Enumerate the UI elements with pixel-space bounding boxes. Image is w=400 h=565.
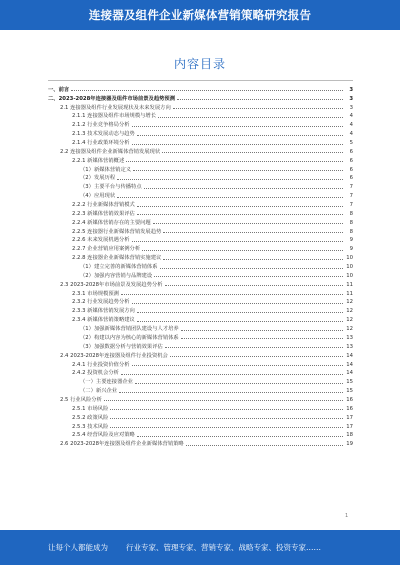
toc-leader-dots bbox=[137, 321, 343, 322]
toc-entry-label: （2）发展历程 bbox=[80, 175, 116, 182]
toc-entry[interactable] bbox=[48, 341, 353, 350]
toc-entry-label: 2.2.4 新媒体营销存在的主要问题 bbox=[72, 219, 151, 226]
toc-leader-dots bbox=[121, 294, 343, 295]
toc-entry-page: 15 bbox=[346, 388, 353, 395]
toc-entry[interactable] bbox=[48, 314, 353, 323]
toc-leader-dots bbox=[132, 365, 343, 366]
toc-entry-label: 2.6 2023-2028年连接器及组件企业新媒体营销策略 bbox=[60, 441, 184, 448]
toc-entry-page: 8 bbox=[349, 228, 353, 235]
toc-leader-dots bbox=[170, 356, 343, 357]
toc-entry-page: 13 bbox=[346, 334, 353, 341]
toc-leader-dots bbox=[135, 383, 343, 384]
toc-entry-label: （2）构建以内容为核心的新媒体营销体系 bbox=[80, 334, 179, 341]
table-of-contents bbox=[48, 84, 353, 447]
toc-entry-label: 2.2.5 连接器行业新媒体营销发展趋势 bbox=[72, 228, 162, 235]
toc-entry-label: （4）应用现状 bbox=[80, 193, 116, 200]
toc-leader-dots bbox=[162, 152, 343, 153]
toc-entry-label: 2.2.3 新媒体营销效果评估 bbox=[72, 210, 135, 217]
toc-entry-page: 10 bbox=[346, 264, 353, 271]
toc-entry-page: 3 bbox=[349, 104, 353, 111]
toc-entry[interactable] bbox=[48, 385, 353, 394]
toc-entry-label: 2.5.1 市场风险 bbox=[72, 405, 109, 412]
toc-entry-label: 一、前言 bbox=[48, 86, 70, 93]
toc-leader-dots bbox=[165, 285, 343, 286]
toc-entry[interactable] bbox=[48, 252, 353, 261]
toc-leader-dots bbox=[132, 303, 343, 304]
toc-entry-label: （1）新媒体营销定义 bbox=[80, 166, 132, 173]
toc-entry-page: 12 bbox=[346, 308, 353, 315]
toc-entry-label: （3）加强数据分析与营销效果评估 bbox=[80, 343, 163, 350]
toc-leader-dots bbox=[137, 206, 343, 207]
toc-entry[interactable] bbox=[48, 305, 353, 314]
toc-entry-page: 4 bbox=[349, 131, 353, 138]
toc-leader-dots bbox=[110, 418, 343, 419]
toc-leader-dots bbox=[117, 179, 343, 180]
toc-leader-dots bbox=[173, 108, 343, 109]
toc-entry-page: 10 bbox=[346, 272, 353, 279]
toc-entry[interactable] bbox=[48, 128, 353, 137]
toc-entry-label: （2）加强内容营销与品牌建设 bbox=[80, 272, 153, 279]
toc-entry-page: 11 bbox=[346, 281, 353, 288]
toc-entry-page: 8 bbox=[349, 219, 353, 226]
toc-entry-label: （3）主要平台与传播特点 bbox=[80, 184, 142, 191]
toc-entry-page: 14 bbox=[346, 361, 353, 368]
toc-entry-page: 18 bbox=[346, 432, 353, 439]
toc-leader-dots bbox=[117, 197, 343, 198]
toc-entry[interactable] bbox=[48, 297, 353, 306]
toc-leader-dots bbox=[137, 214, 343, 215]
toc-entry-label: 2.2 连接器及组件企业新媒体营销发展现状 bbox=[60, 148, 161, 155]
toc-entry-label: （1）加强新媒体营销团队建设与人才培养 bbox=[80, 326, 179, 333]
toc-entry-label: 2.4.2 投资机会分析 bbox=[72, 370, 119, 377]
toc-entry[interactable] bbox=[48, 217, 353, 226]
report-footer-bar bbox=[0, 530, 400, 565]
toc-leader-dots bbox=[132, 144, 343, 145]
toc-leader-dots bbox=[186, 445, 343, 446]
toc-entry[interactable] bbox=[48, 111, 353, 120]
toc-entry[interactable] bbox=[48, 119, 353, 128]
toc-leader-dots bbox=[160, 268, 343, 269]
toc-entry-label: 2.2.7 企业营销应用案例分析 bbox=[72, 246, 141, 253]
footer-tagline: 行业专家、管理专家、营销专家、战略专家、投资专家…… bbox=[126, 543, 321, 552]
toc-entry[interactable] bbox=[48, 243, 353, 252]
toc-entry[interactable] bbox=[48, 102, 353, 111]
toc-entry[interactable] bbox=[48, 403, 353, 412]
toc-leader-dots bbox=[181, 330, 343, 331]
toc-entry-page: 4 bbox=[349, 122, 353, 129]
toc-entry[interactable] bbox=[48, 279, 353, 288]
toc-entry-page: 9 bbox=[349, 246, 353, 253]
toc-entry-page: 17 bbox=[346, 414, 353, 421]
toc-leader-dots bbox=[110, 409, 343, 410]
toc-entry[interactable] bbox=[48, 323, 353, 332]
toc-entry-page: 3 bbox=[349, 95, 353, 102]
toc-leader-dots bbox=[137, 436, 343, 437]
toc-leader-dots bbox=[110, 427, 343, 428]
toc-leader-dots bbox=[163, 232, 343, 233]
toc-entry[interactable] bbox=[48, 332, 353, 341]
toc-entry-page: 11 bbox=[346, 290, 353, 297]
toc-leader-dots bbox=[137, 312, 343, 313]
toc-entry-page: 4 bbox=[349, 113, 353, 120]
toc-entry-page: 6 bbox=[349, 175, 353, 182]
toc-entry[interactable] bbox=[48, 190, 353, 199]
toc-leader-dots bbox=[132, 126, 343, 127]
toc-entry-label: 2.3.2 行业发展趋势分析 bbox=[72, 299, 130, 306]
toc-entry-label: 2.1.1 连接器及组件市场规模与增长 bbox=[72, 113, 157, 120]
toc-entry[interactable] bbox=[48, 226, 353, 235]
toc-leader-dots bbox=[133, 170, 343, 171]
toc-entry-label: 2.3.1 市场规模预测 bbox=[72, 290, 119, 297]
toc-entry-label: 二、2023-2028年连接器及组件市场前景及趋势预测 bbox=[48, 95, 176, 102]
toc-entry-label: 2.3.4 新媒体营销策略建议 bbox=[72, 317, 135, 324]
toc-entry-page: 14 bbox=[346, 352, 353, 359]
toc-divider bbox=[48, 80, 353, 81]
toc-entry[interactable] bbox=[48, 173, 353, 182]
toc-leader-dots bbox=[126, 161, 343, 162]
toc-entry-page: 14 bbox=[346, 370, 353, 377]
toc-entry[interactable] bbox=[48, 199, 353, 208]
toc-leader-dots bbox=[181, 338, 343, 339]
toc-entry[interactable] bbox=[48, 164, 353, 173]
toc-entry-label: 2.3 2023-2028年市场前景及发展趋势分析 bbox=[60, 281, 163, 288]
toc-entry-page: 3 bbox=[349, 86, 353, 93]
report-title: 连接器及组件企业新媒体营销策略研究报告 bbox=[88, 8, 312, 22]
toc-entry[interactable] bbox=[48, 438, 353, 447]
toc-entry-label: 2.4 2023-2028年连接器及组件行业投资机会 bbox=[60, 352, 168, 359]
toc-entry-page: 12 bbox=[346, 326, 353, 333]
toc-entry-label: 2.2.2 行业新媒体营销模式 bbox=[72, 202, 135, 209]
toc-entry[interactable] bbox=[48, 155, 353, 164]
toc-entry-label: 2.1.3 技术发展动态与趋势 bbox=[72, 131, 135, 138]
toc-entry-label: 2.4.1 行业投资价值分析 bbox=[72, 361, 130, 368]
toc-entry-label: 2.2.8 连接器企业新媒体营销实施建议 bbox=[72, 255, 162, 262]
toc-entry-page: 10 bbox=[346, 255, 353, 262]
toc-leader-dots bbox=[119, 392, 343, 393]
toc-entry-label: （二）新兴企业 bbox=[80, 388, 118, 395]
toc-leader-dots bbox=[142, 250, 343, 251]
toc-entry-page: 8 bbox=[349, 210, 353, 217]
footer-slogan: 让每个人都能成为 bbox=[48, 543, 108, 552]
toc-leader-dots bbox=[71, 90, 343, 91]
toc-leader-dots bbox=[121, 374, 343, 375]
toc-entry-label: 2.1.4 行业政策环境分析 bbox=[72, 140, 130, 147]
toc-leader-dots bbox=[144, 188, 343, 189]
toc-entry[interactable] bbox=[48, 93, 353, 102]
toc-entry-page: 6 bbox=[349, 157, 353, 164]
toc-leader-dots bbox=[163, 259, 343, 260]
toc-entry-label: 2.1.2 行业竞争格局分析 bbox=[72, 122, 130, 129]
toc-entry[interactable] bbox=[48, 421, 353, 430]
toc-leader-dots bbox=[165, 347, 343, 348]
toc-leader-dots bbox=[154, 276, 343, 277]
toc-entry[interactable] bbox=[48, 288, 353, 297]
toc-entry-page: 19 bbox=[346, 441, 353, 448]
toc-entry-page: 7 bbox=[349, 184, 353, 191]
toc-entry-page: 7 bbox=[349, 202, 353, 209]
toc-entry[interactable] bbox=[48, 208, 353, 217]
toc-entry-page: 15 bbox=[346, 379, 353, 386]
toc-entry-label: 2.5 行业风险分析 bbox=[60, 396, 102, 403]
toc-entry[interactable] bbox=[48, 137, 353, 146]
toc-leader-dots bbox=[153, 223, 343, 224]
toc-entry-page: 16 bbox=[346, 405, 353, 412]
toc-entry-label: 2.5.2 政策风险 bbox=[72, 414, 109, 421]
toc-heading: 内容目录 bbox=[173, 57, 226, 71]
toc-entry[interactable] bbox=[48, 430, 353, 439]
toc-leader-dots bbox=[177, 99, 343, 100]
toc-entry-page: 17 bbox=[346, 423, 353, 430]
toc-entry[interactable] bbox=[48, 412, 353, 421]
toc-entry-page: 13 bbox=[346, 343, 353, 350]
toc-entry-page: 6 bbox=[349, 166, 353, 173]
toc-entry[interactable] bbox=[48, 359, 353, 368]
toc-entry[interactable] bbox=[48, 270, 353, 279]
report-header-bar bbox=[0, 0, 400, 30]
toc-leader-dots bbox=[104, 400, 343, 401]
toc-entry-page: 6 bbox=[349, 148, 353, 155]
page-number: 1 bbox=[345, 513, 349, 519]
toc-entry[interactable] bbox=[48, 84, 353, 93]
toc-entry-page: 9 bbox=[349, 237, 353, 244]
toc-entry[interactable] bbox=[48, 368, 353, 377]
toc-leader-dots bbox=[137, 135, 343, 136]
toc-entry[interactable] bbox=[48, 146, 353, 155]
toc-entry[interactable] bbox=[48, 261, 353, 270]
toc-leader-dots bbox=[132, 241, 343, 242]
toc-entry-page: 12 bbox=[346, 299, 353, 306]
toc-entry[interactable] bbox=[48, 376, 353, 385]
toc-leader-dots bbox=[158, 117, 343, 118]
toc-entry-label: 2.5.3 技术风险 bbox=[72, 423, 109, 430]
toc-entry-label: （1）建立完善的新媒体营销体系 bbox=[80, 264, 158, 271]
toc-entry-page: 7 bbox=[349, 193, 353, 200]
toc-entry-page: 12 bbox=[346, 317, 353, 324]
toc-entry-label: 2.3.3 新媒体营销发展方向 bbox=[72, 308, 135, 315]
toc-entry-page: 16 bbox=[346, 396, 353, 403]
toc-entry-label: 2.2.1 新媒体营销概述 bbox=[72, 157, 125, 164]
toc-entry[interactable] bbox=[48, 235, 353, 244]
toc-entry[interactable] bbox=[48, 350, 353, 359]
toc-entry-label: 2.2.6 未来发展机遇分析 bbox=[72, 237, 130, 244]
toc-entry-label: （一）主要连接器企业 bbox=[80, 379, 133, 386]
toc-entry-label: 2.1 连接器及组件行业发展现状及未来发展方向 bbox=[60, 104, 171, 111]
toc-entry[interactable] bbox=[48, 394, 353, 403]
toc-entry-label: 2.5.4 经营风险及应对策略 bbox=[72, 432, 135, 439]
toc-entry-page: 5 bbox=[349, 140, 353, 147]
toc-entry[interactable] bbox=[48, 181, 353, 190]
